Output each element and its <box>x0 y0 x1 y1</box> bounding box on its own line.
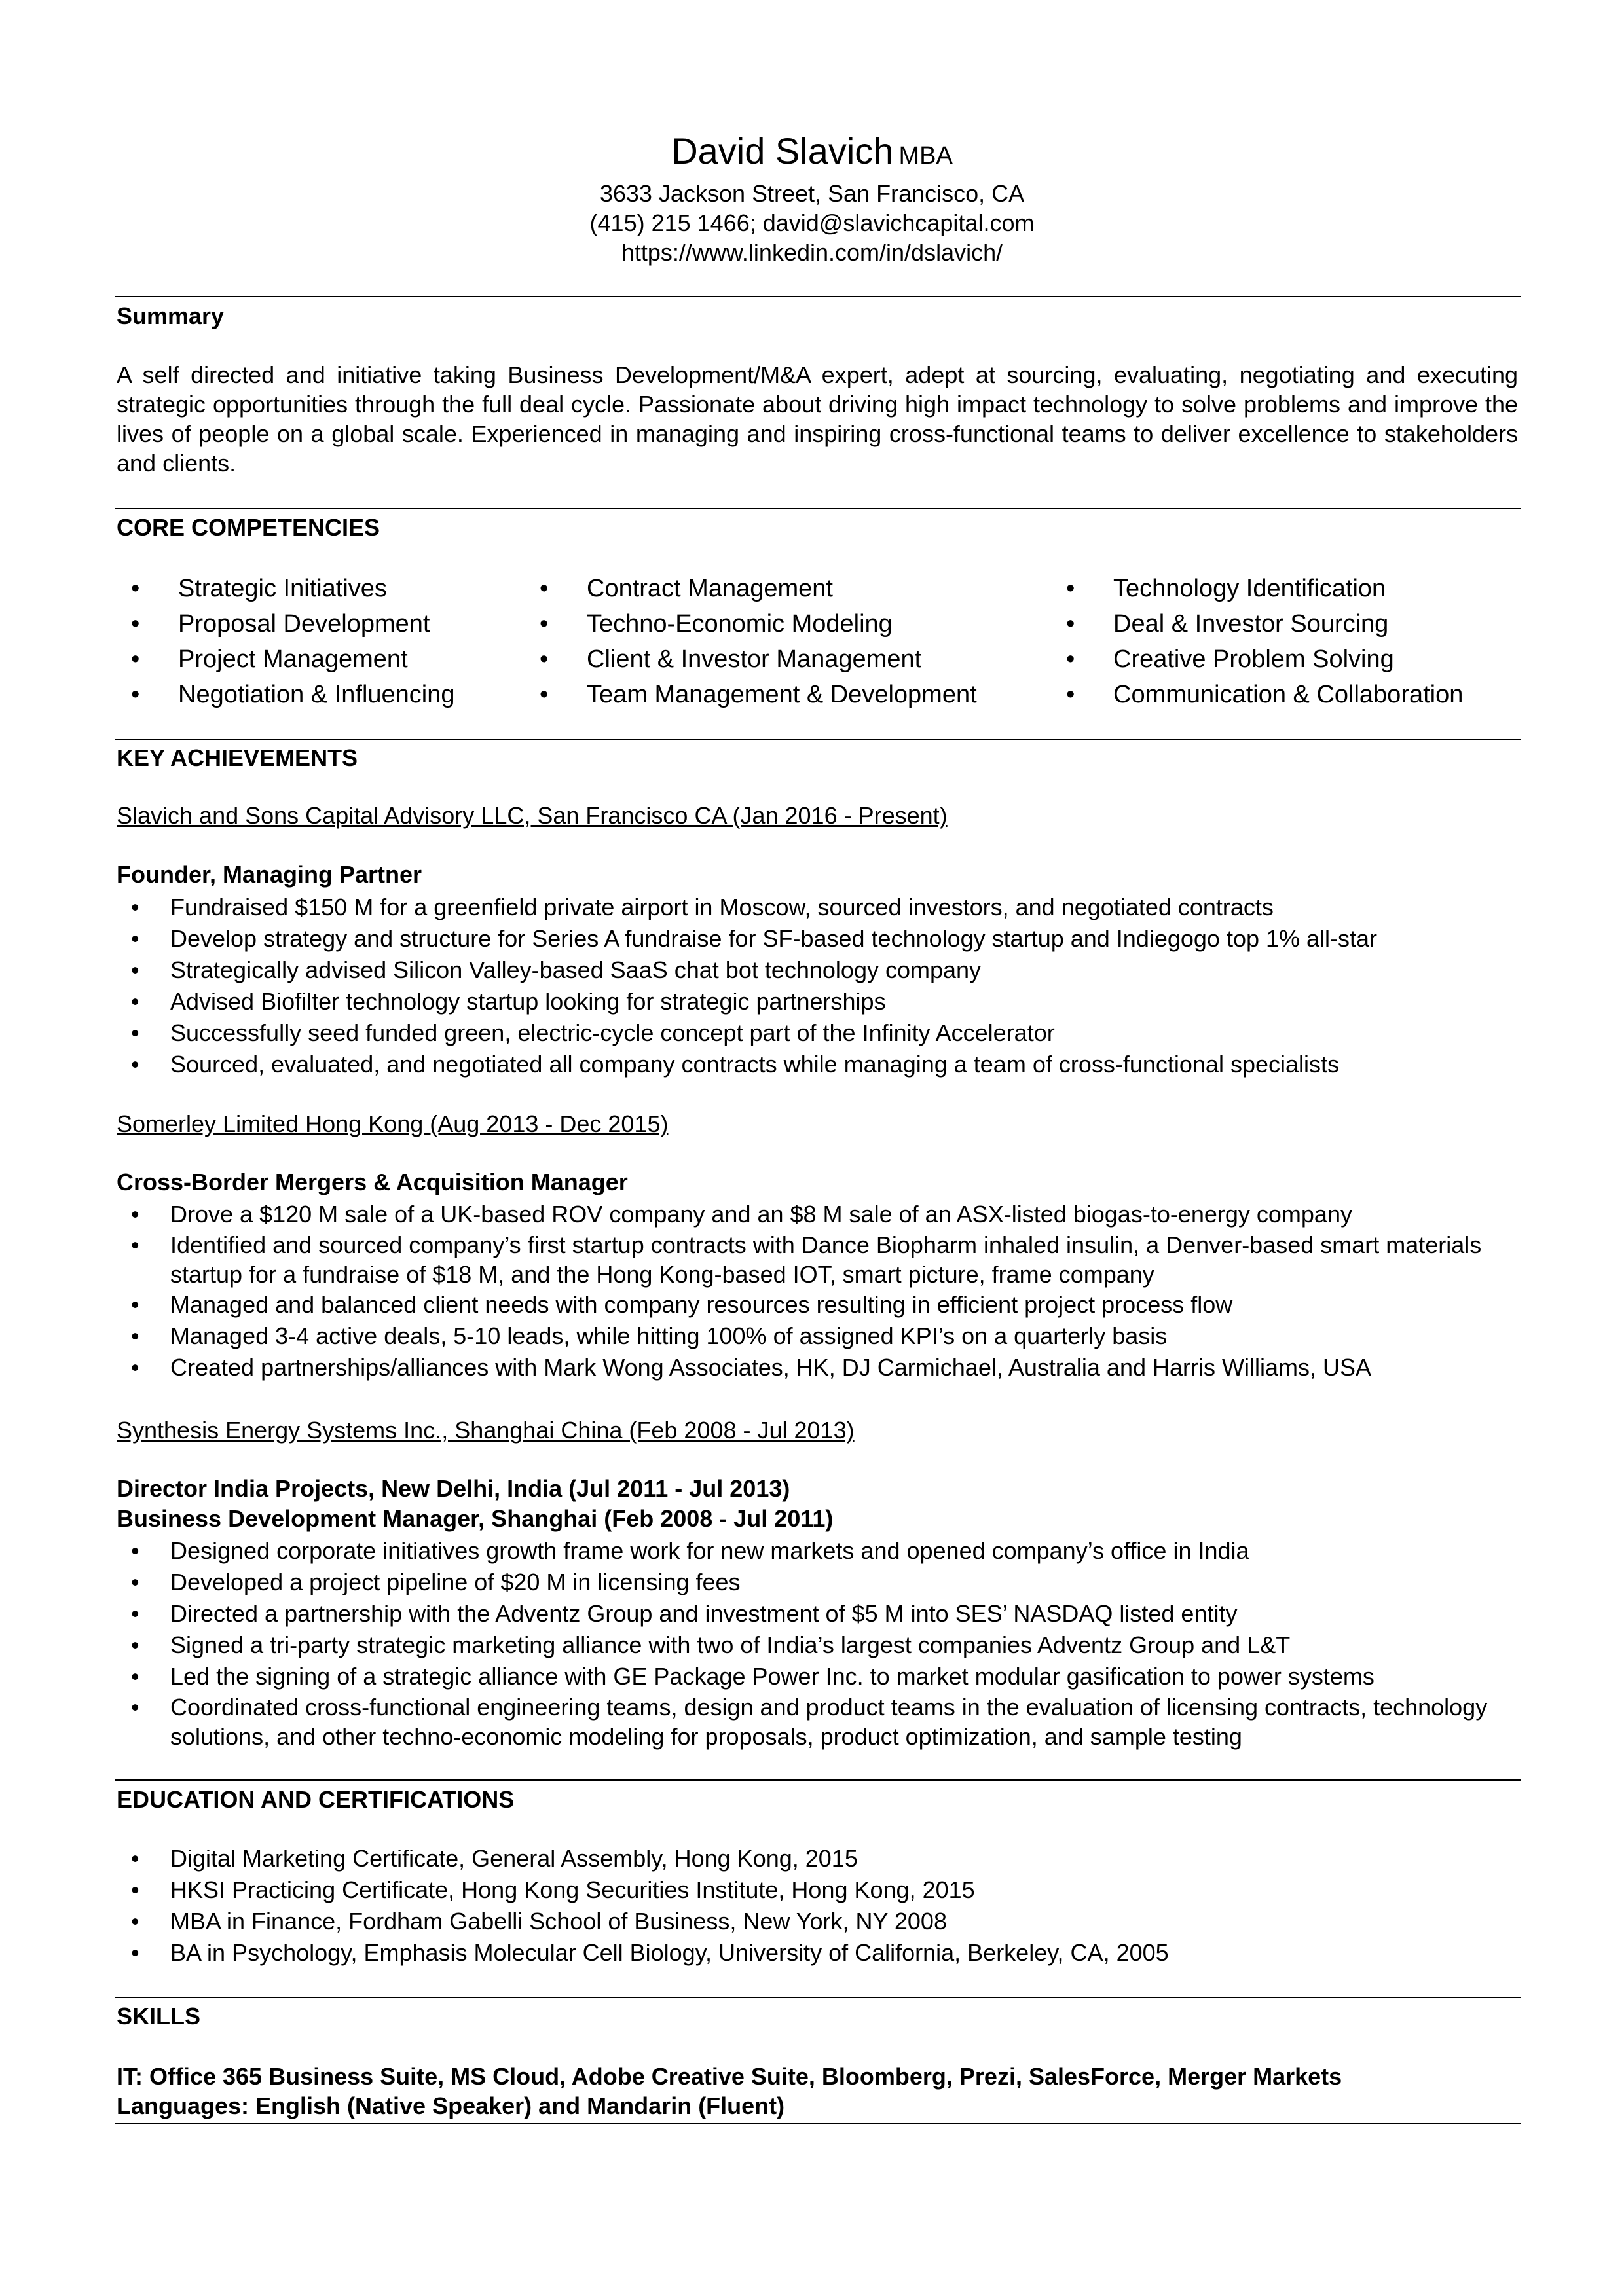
bullet-icon: • <box>1066 646 1075 673</box>
competency-item: • Communication & Collaboration <box>1052 677 1463 712</box>
it-skills: IT: Office 365 Business Suite, MS Cloud, Adobe Creative Suite, Bloomberg, Prezi, SalesForce, Merger Markets <box>117 2063 1342 2090</box>
list-item: • Advised Biofilter technology startup looking for strategic partnerships <box>117 986 1521 1017</box>
summary-text: A self directed and initiative taking Business Development/M&A expert, adept at sourcing, evaluating, negotiating and executing strategic opportunities through the full deal cycle. Passionate about driving high impact technology to solve problems and improve the lives of people on a global scale. Experienced in managing and inspiring cross-functional teams to deliver excellence to stakeholders and clients. <box>117 361 1518 477</box>
competency-item: • Team Management & Development <box>525 677 977 712</box>
competency-item: • Negotiation & Influencing <box>117 677 455 712</box>
list-item: • Coordinated cross-functional engineering teams, design and product teams in the evaluation of licensing contracts, technology solutions, and other techno-economic modeling for proposals, product optimization, and sample testing <box>131 1694 1488 1750</box>
bullet-icon: • <box>131 1201 139 1228</box>
company-name: Slavich and Sons Capital Advisory LLC, San Francisco CA (Jan 2016 - Present) <box>117 802 948 829</box>
list-item: • Develop strategy and structure for Series A fundraise for SF-based technology startup and Indiegogo top 1% all-star <box>117 923 1521 955</box>
name-line <box>0 128 1624 179</box>
competency-item: • Project Management <box>117 642 455 677</box>
job-title: Founder, Managing Partner <box>117 861 422 888</box>
competency-item: • Contract Management <box>525 571 977 606</box>
bullet-icon: • <box>131 894 139 920</box>
list-item: • Managed and balanced client needs with company resources resulting in efficient project process flow <box>117 1289 1521 1321</box>
list-item: • Fundraised $150 M for a greenfield private airport in Moscow, sourced investors, and negotiated contracts <box>117 892 1521 923</box>
bullet-icon: • <box>131 1600 139 1627</box>
competency-item: • Client & Investor Management <box>525 642 977 677</box>
job-title: Cross-Border Mergers & Acquisition Manager <box>117 1169 628 1195</box>
degree: MBA <box>898 142 953 170</box>
job-title: Director India Projects, New Delhi, India (Jul 2011 - Jul 2013) <box>117 1475 790 1502</box>
competency-item: • Creative Problem Solving <box>1052 642 1463 677</box>
list-item: • Identified and sourced company’s first startup contracts with Dance Biopharm inhaled insulin, a Denver-based smart materials startup for a fundraise of $18 M, and the Hong Kong-based IOT, smart picture, frame company <box>131 1231 1482 1288</box>
bullet-icon: • <box>540 575 549 602</box>
education-title: EDUCATION AND CERTIFICATIONS <box>117 1786 515 1813</box>
competency-item: • Strategic Initiatives <box>117 571 455 606</box>
resume-header <box>0 128 1624 267</box>
list-item: • Created partnerships/alliances with Mark Wong Associates, HK, DJ Carmichael, Australia and Harris Williams, USA <box>117 1352 1521 1383</box>
list-item: • Drove a $120 M sale of a UK-based ROV company and an $8 M sale of an ASX-listed biogas-to-energy company <box>117 1199 1521 1230</box>
competencies-title: CORE COMPETENCIES <box>117 514 380 541</box>
list-item: • Digital Marketing Certificate, General Assembly, Hong Kong, 2015 <box>117 1843 1521 1874</box>
company-name: Synthesis Energy Systems Inc., Shanghai China (Feb 2008 - Jul 2013) <box>117 1417 855 1444</box>
summary-title: Summary <box>117 302 225 329</box>
bullet-icon: • <box>131 1876 139 1903</box>
bullet-icon: • <box>131 925 139 952</box>
list-item: • Developed a project pipeline of $20 M in licensing fees <box>117 1567 1521 1598</box>
bullet-icon: • <box>131 988 139 1015</box>
bullet-icon: • <box>1066 575 1075 602</box>
bullet-icon: • <box>131 957 139 983</box>
list-item: • HKSI Practicing Certificate, Hong Kong Securities Institute, Hong Kong, 2015 <box>117 1874 1521 1906</box>
list-item: • Led the signing of a strategic alliance with GE Package Power Inc. to market modular gasification to power systems <box>117 1661 1521 1692</box>
bullet-icon: • <box>131 681 140 708</box>
bullet-icon: • <box>1066 681 1075 708</box>
competency-item: • Techno-Economic Modeling <box>525 606 977 642</box>
competency-item: • Deal & Investor Sourcing <box>1052 606 1463 642</box>
job-achievements-list <box>117 892 1521 1080</box>
address: 3633 Jackson Street, San Francisco, CA <box>599 180 1025 207</box>
bullet-icon: • <box>131 1631 139 1658</box>
bullet-icon: • <box>131 1694 139 1721</box>
bullet-icon: • <box>131 1845 139 1872</box>
bullet-icon: • <box>131 1051 139 1078</box>
bullet-icon: • <box>540 646 549 673</box>
bullet-icon: • <box>131 1663 139 1690</box>
bullet-icon: • <box>131 646 140 673</box>
competencies-column-1 <box>117 571 455 712</box>
job-title: Business Development Manager, Shanghai (Feb 2008 - Jul 2011) <box>117 1505 834 1532</box>
job-achievements-list <box>117 1535 1521 1751</box>
divider <box>115 2123 1521 2124</box>
list-item: • MBA in Finance, Fordham Gabelli School of Business, New York, NY 2008 <box>117 1906 1521 1937</box>
bullet-icon: • <box>1066 610 1075 638</box>
list-item: • BA in Psychology, Emphasis Molecular Cell Biology, University of California, Berkeley, CA, 2005 <box>117 1937 1521 1969</box>
achievements-title: KEY ACHIEVEMENTS <box>117 744 358 771</box>
list-item: • Strategically advised Silicon Valley-based SaaS chat bot technology company <box>117 955 1521 986</box>
bullet-icon: • <box>131 1231 139 1258</box>
bullet-icon: • <box>131 1291 139 1318</box>
competency-item: • Technology Identification <box>1052 571 1463 606</box>
list-item: • Managed 3-4 active deals, 5-10 leads, while hitting 100% of assigned KPI’s on a quarterly basis <box>117 1321 1521 1352</box>
bullet-icon: • <box>131 1354 139 1381</box>
divider <box>115 739 1521 740</box>
bullet-icon: • <box>540 681 549 708</box>
divider <box>115 296 1521 297</box>
person-name: David Slavich <box>671 130 894 172</box>
job-achievements-list <box>117 1199 1521 1383</box>
list-item: • Designed corporate initiatives growth frame work for new markets and opened company’s office in India <box>117 1535 1521 1567</box>
bullet-icon: • <box>131 610 140 638</box>
competencies-column-3 <box>1052 571 1463 712</box>
list-item: • Sourced, evaluated, and negotiated all company contracts while managing a team of cross-functional specialists <box>117 1049 1521 1080</box>
list-item: • Signed a tri-party strategic marketing alliance with two of India’s largest companies Adventz Group and L&T <box>117 1630 1521 1661</box>
bullet-icon: • <box>131 1939 139 1966</box>
education-list <box>117 1843 1521 1969</box>
divider <box>115 1997 1521 1998</box>
company-name: Somerley Limited Hong Kong (Aug 2013 - Dec 2015) <box>117 1110 669 1137</box>
language-skills: Languages: English (Native Speaker) and Mandarin (Fluent) <box>117 2092 785 2119</box>
competency-item: • Proposal Development <box>117 606 455 642</box>
bullet-icon: • <box>131 1537 139 1564</box>
phone-email: (415) 215 1466; david@slavichcapital.com <box>589 210 1035 236</box>
divider <box>115 1779 1521 1781</box>
divider <box>115 508 1521 509</box>
linkedin-url: https://www.linkedin.com/in/dslavich/ <box>621 239 1003 266</box>
bullet-icon: • <box>131 1019 139 1046</box>
bullet-icon: • <box>131 1569 139 1595</box>
bullet-icon: • <box>131 575 140 602</box>
competencies-column-2 <box>525 571 977 712</box>
bullet-icon: • <box>540 610 549 638</box>
bullet-icon: • <box>131 1322 139 1349</box>
list-item: • Successfully seed funded green, electric-cycle concept part of the Infinity Accelerator <box>117 1017 1521 1049</box>
list-item: • Directed a partnership with the Adventz Group and investment of $5 M into SES’ NASDAQ listed entity <box>117 1598 1521 1630</box>
skills-title: SKILLS <box>117 2003 201 2030</box>
bullet-icon: • <box>131 1908 139 1935</box>
